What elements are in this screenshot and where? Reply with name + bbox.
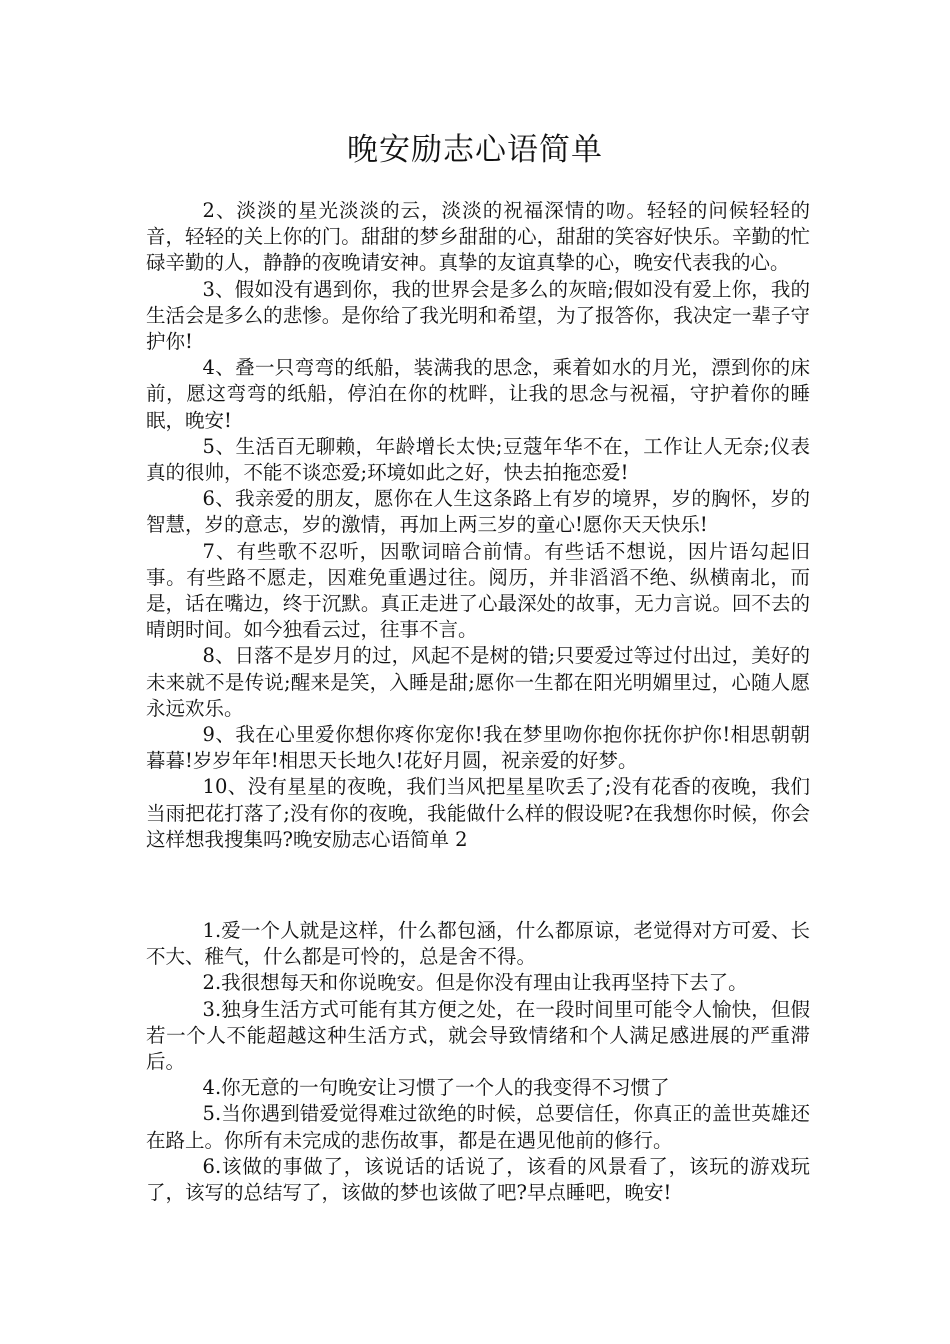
paragraph: 9、我在心里爱你想你疼你宠你!我在梦里吻你抱你抚你护你!相思朝朝暮暮!岁岁年年!相思天长地久!花好月圆，祝亲爱的好梦。 [146,723,810,773]
paragraph: 8、日落不是岁月的过，风起不是树的错;只要爱过等过付出过，美好的未来就不是传说;醒来是笑，入睡是甜;愿你一生都在阳光明媚里过，心随人愿永远欢乐。 [146,644,810,720]
paragraph: 3.独身生活方式可能有其方便之处，在一段时间里可能令人愉快，但假若一个人不能超越这种生活方式，就会导致情绪和个人满足感进展的严重滞后。 [146,997,810,1074]
paragraph: 2、淡淡的星光淡淡的云，淡淡的祝福深情的吻。轻轻的问候轻轻的音，轻轻的关上你的门。甜甜的梦乡甜甜的心，甜甜的笑容好快乐。辛勤的忙碌辛勤的人，静静的夜晚请安神。真挚的友谊真挚的心，晚安代表我的心。 [146,199,810,275]
section-two [146,918,810,1206]
paragraph: 4.你无意的一句晚安让习惯了一个人的我变得不习惯了 [202,1076,670,1100]
paragraph: 2.我很想每天和你说晚安。但是你没有理由让我再坚持下去了。 [202,971,748,995]
paragraph: 5.当你遇到错爱觉得难过欲绝的时候，总要信任，你真正的盖世英雄还在路上。你所有未完成的悲伤故事，都是在遇见他前的修行。 [146,1102,810,1152]
section-one [146,198,810,853]
paragraph: 1.爱一个人就是这样，什么都包涵，什么都原谅，老觉得对方可爱、长不大、稚气，什么都是可怜的，总是舍不得。 [146,919,810,969]
paragraph: 10、没有星星的夜晚，我们当风把星星吹丢了;没有花香的夜晚，我们当雨把花打落了;没有你的夜晚，我能做什么样的假设呢?在我想你时候，你会这样想我搜集吗?晚安励志心语简单 2 [146,775,810,851]
paragraph: 4、叠一只弯弯的纸船，装满我的思念，乘着如水的月光，漂到你的床前，愿这弯弯的纸船，停泊在你的枕畔，让我的思念与祝福，守护着你的睡眠，晚安! [146,356,810,432]
paragraph: 3、假如没有遇到你，我的世界会是多么的灰暗;假如没有爱上你，我的生活会是多么的悲惨。是你给了我光明和希望，为了报答你，我决定一辈子守护你! [146,277,810,354]
paragraph: 6、我亲爱的朋友，愿你在人生这条路上有岁的境界，岁的胸怀，岁的智慧，岁的意志，岁的激情，再加上两三岁的童心!愿你天天快乐! [146,487,810,537]
paragraph: 6.该做的事做了，该说话的话说了，该看的风景看了，该玩的游戏玩了，该写的总结写了，该做的梦也该做了吧?早点睡吧，晚安! [146,1154,810,1205]
document-title: 晚安励志心语简单 [347,132,603,168]
paragraph: 7、有些歌不忍听，因歌词暗合前情。有些话不想说，因片语勾起旧事。有些路不愿走，因难免重遇过往。阅历，并非滔滔不绝、纵横南北，而是，话在嘴边，终于沉默。真正走进了心最深处的故事，无力言说。回不去的晴朗时间。如今独看云过，往事不言。 [146,539,810,642]
paragraph: 5、生活百无聊赖，年龄增长太快;豆蔻年华不在，工作让人无奈;仪表真的很帅，不能不谈恋爱;环境如此之好，快去拍拖恋爱! [146,434,810,485]
